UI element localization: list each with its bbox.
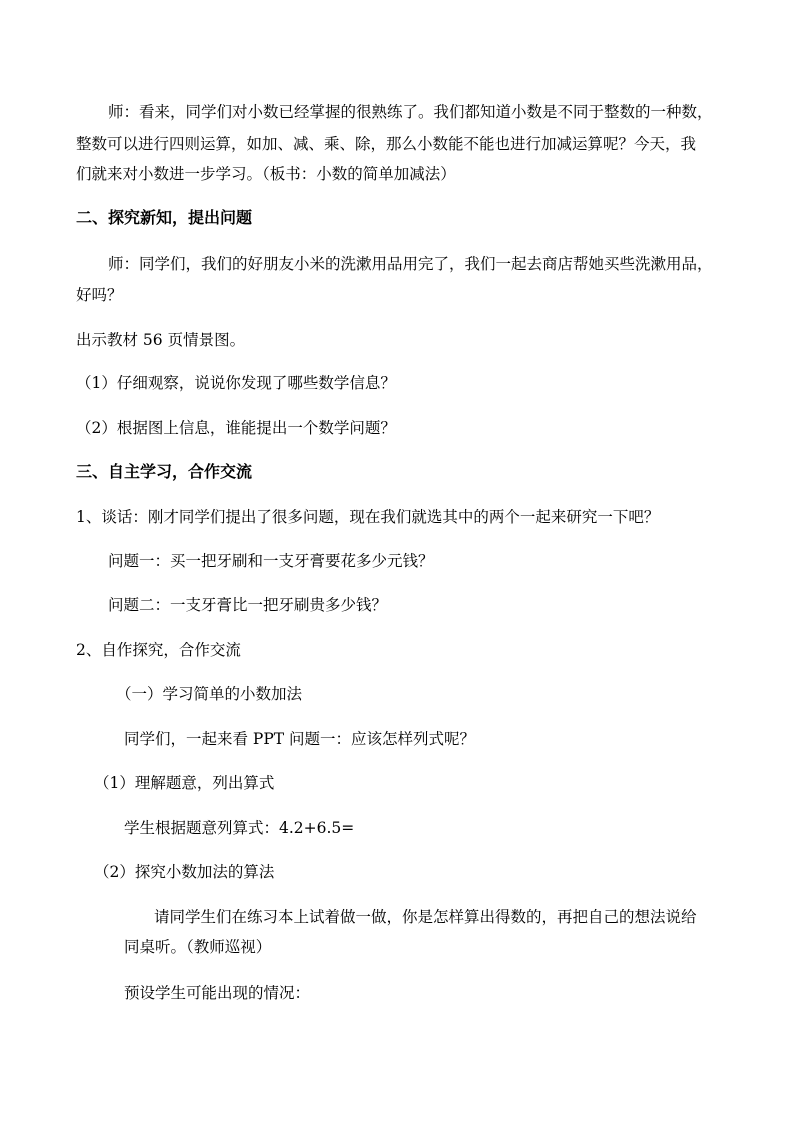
subsection-1-title: （一）学习简单的小数加法 [116, 685, 303, 703]
step-1-text: 学生根据题意列算式：4.2+6.5= [124, 819, 355, 837]
teacher-line-1: 师：同学们，我们的好朋友小米的洗漱用品用完了，我们一起去商店帮她买些洗漱用品， [108, 255, 713, 273]
section-3-heading: 三、自主学习，合作交流 [76, 462, 253, 481]
explore-line: 2、自作探究，合作交流 [76, 641, 241, 659]
problem-2: 问题二：一支牙膏比一把牙刷贵多少钱？ [108, 596, 388, 614]
section-2-heading: 二、探究新知，提出问题 [76, 208, 253, 227]
intro-line-1: 师：看来，同学们对小数已经掌握的很熟练了。我们都知道小数是不同于整数的一种数， [108, 103, 713, 121]
step-2-line-1: 请同学生们在练习本上试着做一做，你是怎样算出得数的，再把自己的想法说给 [154, 908, 697, 926]
question-1: （1）仔细观察，说说你发现了哪些数学信息？ [76, 374, 396, 392]
preset-line: 预设学生可能出现的情况： [124, 984, 311, 1002]
step-2-line-2: 同桌听。（教师巡视） [124, 938, 272, 956]
problem-1: 问题一：买一把牙刷和一支牙膏要花多少元钱？ [108, 552, 434, 570]
talk-line: 1、谈话：刚才同学们提出了很多问题，现在我们就选其中的两个一起来研究一下吧？ [76, 508, 660, 526]
teacher-line-2: 好吗？ [76, 286, 123, 304]
intro-line-2: 整数可以进行四则运算，如加、减、乘、除，那么小数能不能也进行加减运算呢？今天，我 [76, 135, 697, 153]
show-picture-line: 出示教材 56 页情景图。 [76, 331, 246, 349]
question-2: （2）根据图上信息，谁能提出一个数学问题？ [76, 419, 396, 437]
subsection-1-text: 同学们，一起来看 PPT 问题一：应该怎样列式呢？ [124, 730, 476, 748]
intro-line-3: 们就来对小数进一步学习。（板书：小数的简单加减法） [76, 165, 456, 183]
step-1-title: （1）理解题意，列出算式 [94, 774, 275, 792]
step-2-title: （2）探究小数加法的算法 [94, 863, 275, 881]
